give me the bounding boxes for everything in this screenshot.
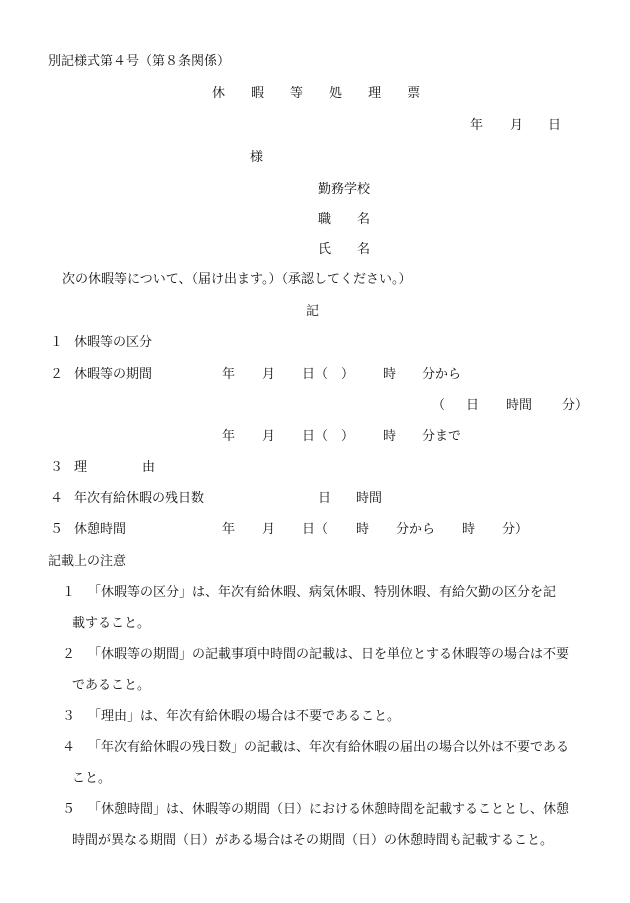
break-year: 年 [222,522,236,537]
title-char: 処 [329,86,343,101]
request-text: 次の休暇等について、（届け出ます。）（承認してください。） [62,272,412,287]
notes-heading: 記載上の注意 [48,554,127,569]
item-number: ２ [50,367,64,382]
item-label: 休憩時間 [74,522,127,537]
period-end-minute: 分まで [422,429,462,444]
title-char: 理 [368,86,382,101]
break-day: 日（ [302,522,329,537]
school-label: 勤務学校 [318,182,371,197]
note-number: ３ [62,709,76,724]
item-number: ４ [50,491,64,506]
form-title [212,86,420,102]
item-label: 休暇等の区分 [74,335,153,350]
title-char: 休 [212,86,226,101]
item-label-part: 理 [74,460,88,475]
item-label: 休暇等の期間 [74,367,153,382]
duration-open: （ [432,398,446,413]
break-start-minute: 分から [396,522,436,537]
item-number: １ [50,335,64,350]
period-end-month: 月 [262,429,276,444]
note-text-continued: こと。 [72,771,112,786]
period-end-day: 日（ ） [302,429,355,444]
position-label: 職 名 [318,212,371,227]
period-start-minute: 分から [422,367,462,382]
duration-minute: 分） [562,398,589,413]
note-text-continued: 時間が異なる期間（日）がある場合はその期間（日）の休憩時間も記載すること。 [72,833,554,848]
period-start-month: 月 [262,367,276,382]
note-number: １ [62,585,76,600]
duration-hours: 時間 [506,398,533,413]
record-heading: 記 [306,304,320,319]
break-month: 月 [262,522,276,537]
note-number: ４ [62,740,76,755]
note-number: ５ [62,802,76,817]
item-number: ３ [50,460,64,475]
title-char: 等 [290,86,304,101]
note-text: 「年次有給休暇の残日数」の記載は、年次有給休暇の届出の場合以外は不要である [88,740,570,755]
remaining-hours: 時間 [356,491,383,506]
date-month-label: 月 [510,118,524,133]
period-start-day: 日（ ） [302,367,355,382]
title-char: 票 [407,86,421,101]
break-end-hour: 時 [462,522,476,537]
note-text: 「休暇等の区分」は、年次有給休暇、病気休暇、特別休暇、有給欠勤の区分を記 [88,585,557,600]
duration-day: 日 [466,398,480,413]
note-text: 「理由」は、年次有給休暇の場合は不要であること。 [88,709,401,724]
period-start-year: 年 [222,367,236,382]
note-text-continued: であること。 [72,678,151,693]
form-style-number: 別記様式第４号（第８条関係） [48,54,231,69]
remaining-day: 日 [318,491,332,506]
break-start-hour: 時 [356,522,370,537]
addressee-suffix: 様 [250,150,264,165]
date-day-label: 日 [548,118,562,133]
period-end-hour: 時 [383,429,397,444]
note-text: 「休憩時間」は、休暇等の期間（日）における休憩時間を記載することとし、休憩 [88,802,570,817]
period-end-year: 年 [222,429,236,444]
note-text-continued: 載すること。 [72,616,151,631]
note-number: ２ [62,647,76,662]
name-label: 氏 名 [318,242,371,257]
item-label-part: 由 [142,460,156,475]
title-char: 暇 [251,86,265,101]
item-number: ５ [50,522,64,537]
date-year-label: 年 [470,118,484,133]
note-text: 「休暇等の期間」の記載事項中時間の記載は、日を単位とする休暇等の場合は不要 [88,647,570,662]
break-end-minute: 分） [502,522,529,537]
item-label: 年次有給休暇の残日数 [74,491,205,506]
period-start-hour: 時 [383,367,397,382]
